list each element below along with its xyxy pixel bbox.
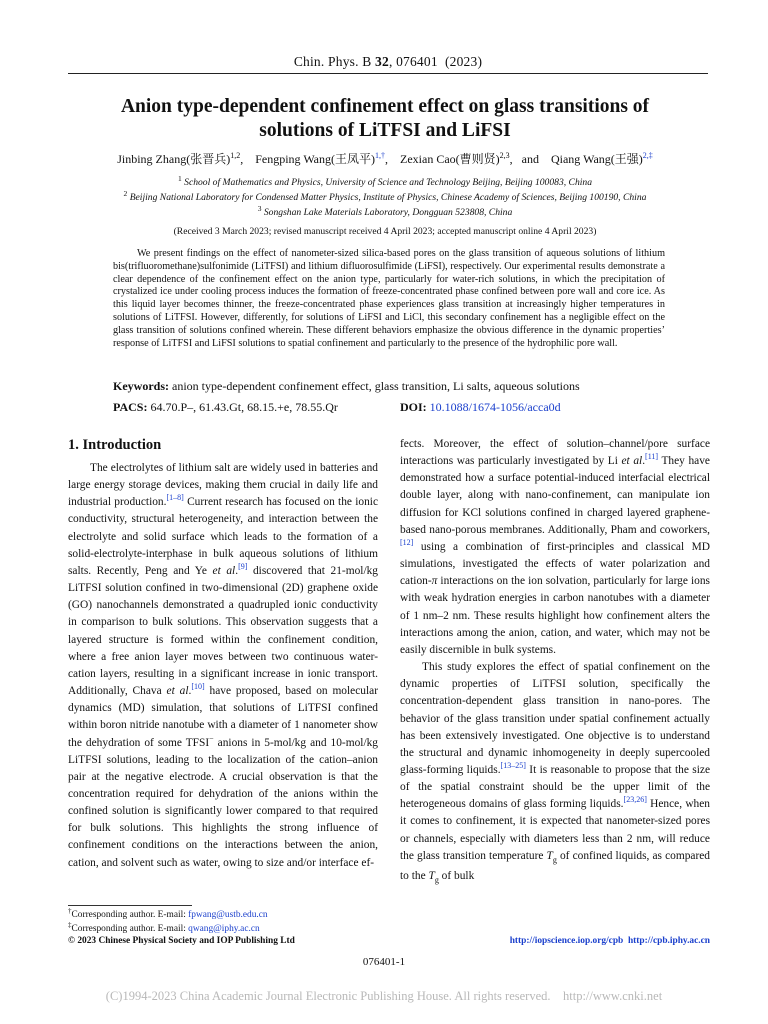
cnki-watermark: (C)1994-2023 China Academic Journal Electronic Publishing House. All rights reserved. http://www.cnki.net [105,989,663,1003]
left-column [68,436,378,872]
citation[interactable]: [23,26] [623,795,647,805]
journal-urls[interactable]: http://iopscience.iop.org/cpb http://cpb.iphy.ac.cn [509,936,710,946]
citation[interactable]: [12] [400,538,414,548]
footnote-rule [68,905,192,906]
title-line-2: solutions of LiTFSI and LiFSI [259,120,511,141]
citation[interactable]: [9] [238,562,248,572]
footnote-2: ‡Corresponding author. E-mail: qwang@iphy.ac.cn [68,921,260,935]
intro-paragraph-continued: fects. Moreover, the effect of solution–channel/pore surface interactions was particularly investigated by Li et al.[11] They have demonstrated how a surface potential-induced interfacial electrical double layer, along with nano-confinement, can manipulate ion diffusion for KCl solutions confined in charged layered graphene-based nano-porous membranes. Additionally, Pham and coworkers,[12] using a combination of first-principles and classical MD simulations, investigated the effects of water polarization and cation-π interactions on the ion solvation, particularly for large ions with weak hydration energies in carbon nanotubes with a diameter of 1 nm–2 nm. These results highlight how confinement alters the interactions among the anion, cation, and water, which may not be easily discernible in bulk systems. [400,438,710,656]
header-rule [68,73,708,74]
article-number: , 076401 [388,54,438,69]
right-column [400,436,710,889]
affiliation-3: $^3$ Songshan Lake Materials Laboratory, Dongguan 523808, China [257,204,513,219]
doi-link[interactable]: 10.1088/1674-1056/acca0d [429,400,561,414]
intro-paragraph-1: The electrolytes of lithium salt are widely used in batteries and large energy storage devices, making them crucial in daily life and industrial production.[1–8] Current research has focused on the ionic conductivity, structural heterogeneity, and interaction between the electrolyte and solid surface which leads to the formation of a solid-electrolyte-interphase in bulk aqueous solutions of lithium salts. Recently, Peng and Ye et al.[9] discovered that 21-mol/kg LiTFSI solution confined in two-dimensional (2D) graphene oxide (GO) nanochannels demonstrated a quadrupled ionic conductivity in comparison to bulk solutions. This observation suggests that a layered structure is formed within the confinement condition, where a free anion layer moves between two continuous water-cation layers, resulting in a significant increase in ionic transport. Additionally, Chava et al.[10] have proposed, based on molecular dynamics (MD) simulation, that solutions of LiTFSI confined within boron nitride nanotube with a diameter of 1 nanometer show the dehydration of some TFSI− anions in 5-mol/kg and 10-mol/kg LiTFSI solutions, leading to the localization of the cation–anion pair at the negative electrode. A crucial observation is that the concentration required for dehydration of the anions within the confined solution is significantly lower compared to that required for bulk solutions. This highlights the strong influence of confinement conditions on the interactions between the anion, cation, and solvent such as water, owing to size and/or interface ef- [68,462,379,869]
email-link[interactable]: fpwang@ustb.edu.cn [188,910,268,921]
journal-header [68,54,708,70]
copyright: © 2023 Chinese Physical Society and IOP Publishing Ltd [68,936,295,946]
citation[interactable]: [11] [645,452,659,462]
author: Qiang Wang(王强)$^{2,\ddagger}$ [550,151,653,166]
affiliation-2: $^2$ Beijing National Laboratory for Condensed Matter Physics, Institute of Physics, Chinese Academy of Sciences, Beijing 100190, China [123,189,647,204]
section-heading-introduction: 1. Introduction [68,437,162,453]
author-list: Jinbing Zhang(张晋兵)$^{1,2}$, Fengping Wang(王凤平)$^{1,\dagger}$, Zexian Cao(曹则贤)$^{2,3}$, and Qiang Wang(王强)$^{2,\ddagger}$ [117,151,653,166]
email-link[interactable]: qwang@iphy.ac.cn [188,924,260,935]
citation[interactable]: [10] [191,682,205,692]
abstract: We present findings on the effect of nanometer-sized silica-based pores on the glass transition of aqueous solutions of lithium bis(trifluoromethane)sulfonimide (LiTFSI) and lithium difluorosulfimide (LiFSI), respectively. Our experimental results demonstrate a clear dependence of the confinement effect on the anion type, particularly for water-rich solutions, in which the precipitation of crystalized ice under cooling process induces the formation of freeze-concentrated phase confined between pore wall and core ice. As this liquid layer becomes thinner, the freeze-concentrated phase experiences glass transition at increasingly higher temperatures in solutions of LiTFSI. However, differently, for solutions of LiFSI and LiCl, this secondary confinement has a negligible effect on the glass transition of solutions confined wherein. These different behaviors emphasize the obvious difference in the dynamic properties’ response of LiTFSI and LiFSI solutions to spatial confinement and particularly to the presence of the hydrophilic pore wall. [113,248,665,349]
received-dates: (Received 3 March 2023; revised manuscript received 4 April 2023; accepted manuscript online 4 April 2023) [173,226,597,237]
footnote-1: †Corresponding author. E-mail: fpwang@ustb.edu.cn [68,907,268,921]
author: Fengping Wang(王凤平)$^{1,\dagger}$ [255,151,386,166]
doi: DOI: 10.1088/1674-1056/acca0d [400,400,561,414]
citation[interactable]: [13–25] [500,761,526,771]
pacs: PACS: 64.70.P–, 61.43.Gt, 68.15.+e, 78.55.Qr [113,400,338,414]
author: Zexian Cao(曹则贤)$^{2,3}$ [400,151,510,166]
journal-volume: 32 [375,54,389,69]
keywords: Keywords: anion type-dependent confinement effect, glass transition, Li salts, aqueous solutions [113,379,580,393]
journal-year: (2023) [444,54,483,69]
paper-title [60,95,710,143]
citation[interactable]: [1–8] [166,493,184,503]
affiliation-1: $^1$ School of Mathematics and Physics, University of Science and Technology Beijing, Beijing 100083, China [178,174,592,189]
journal-name: Chin. Phys. B [293,54,372,69]
title-line-1: Anion type-dependent confinement effect on glass transitions of [120,96,650,117]
intro-paragraph-2: This study explores the effect of spatial confinement on the dynamic properties of LiTFSI solution, specifically the concentration-dependent glass transition in nano-pores. The behavior of the glass transition under spatial confinement actually has been extensively investigated. One objective is to understand the structural and dynamic inhomogeneity in deeply supercooled glass-forming liquids.[13–25] It is reasonable to propose that the size of the spatial constraint should be the upper limit of the heterogeneous domains of glass forming liquids.[23,26] Hence, when it comes to confinement, it is expected that nanometer-sized pores or channels, especially with diameters less than 2 nm, will reduce the glass transition temperature $T_g$ of confined liquids, as compared to the $T_g$ of bulk [400,661,710,885]
page-number: 076401-1 [362,956,406,968]
author: Jinbing Zhang(张晋兵)$^{1,2}$ [117,151,241,166]
